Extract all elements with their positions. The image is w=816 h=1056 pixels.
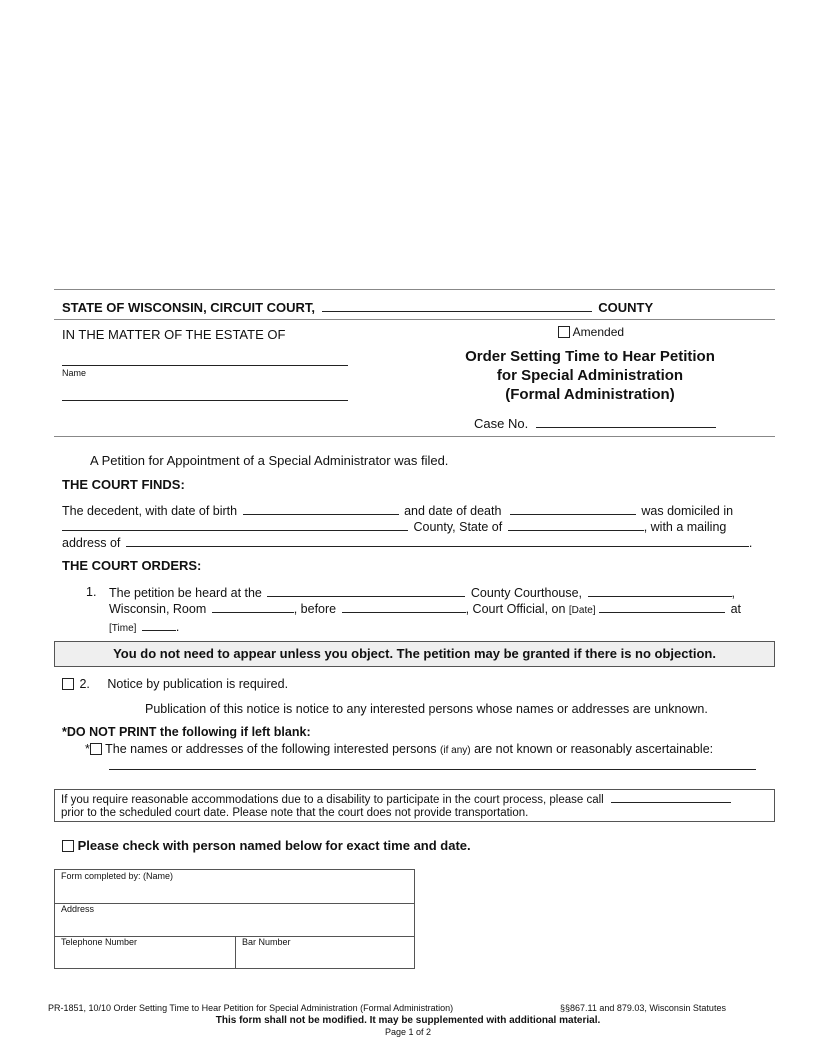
estate-name-field-2[interactable] bbox=[62, 389, 348, 401]
court-line-prefix: STATE OF WISCONSIN, CIRCUIT COURT, bbox=[62, 300, 316, 315]
form-title bbox=[430, 347, 750, 404]
dob-field[interactable] bbox=[243, 503, 399, 515]
hearing-time-field[interactable] bbox=[142, 619, 176, 631]
title-line-2: for Special Administration bbox=[496, 367, 684, 384]
petition-filed: A Petition for Appointment of a Special Administrator was filed. bbox=[90, 453, 449, 468]
court-line bbox=[62, 300, 653, 315]
domicile-county-field[interactable] bbox=[62, 519, 408, 531]
room-field[interactable] bbox=[212, 601, 294, 613]
accommodation-phone-field[interactable] bbox=[611, 792, 731, 803]
bar-number-label: Bar Number bbox=[242, 937, 291, 947]
footer-page: Page 1 of 2 bbox=[384, 1027, 432, 1037]
decedent-text-c: was domiciled in bbox=[641, 504, 734, 518]
order-1-text-a: The petition be heard at the bbox=[109, 586, 262, 600]
unknown-persons-checkbox[interactable] bbox=[90, 743, 102, 755]
order-1-text-b: County Courthouse, bbox=[470, 586, 583, 600]
courthouse-address-field[interactable] bbox=[588, 585, 732, 597]
unknown-persons-text-a: The names or addresses of the following interested persons bbox=[105, 742, 437, 756]
mailing-address-field[interactable] bbox=[126, 535, 749, 547]
hearing-county-field[interactable] bbox=[267, 585, 465, 597]
decedent-text-e: , with a mailing bbox=[643, 520, 727, 534]
header-bottom-rule bbox=[54, 436, 775, 437]
court-official-field[interactable] bbox=[342, 601, 466, 613]
decedent-text-a: The decedent, with date of birth bbox=[62, 504, 238, 518]
unknown-persons-field[interactable] bbox=[109, 758, 756, 770]
unknown-persons-row bbox=[85, 742, 713, 756]
order-1-text-d: , before bbox=[293, 602, 337, 616]
amended-option[interactable] bbox=[558, 325, 624, 339]
footer-notice: This form shall not be modified. It may be supplemented with additional material. bbox=[215, 1015, 601, 1026]
order-2-row bbox=[62, 677, 288, 691]
decedent-text-b: and date of death bbox=[404, 504, 502, 518]
matter-label: IN THE MATTER OF THE ESTATE OF bbox=[62, 327, 286, 342]
form-completed-by-label: Form completed by: (Name) bbox=[61, 871, 174, 881]
no-objection-banner: You do not need to appear unless you object. The petition may be granted if there is no objection. bbox=[54, 641, 775, 667]
do-not-print-heading: *DO NOT PRINT the following if left blank: bbox=[62, 725, 311, 739]
address-label: Address bbox=[61, 904, 95, 914]
footer-statutes: §§867.11 and 879.03, Wisconsin Statutes bbox=[560, 1003, 726, 1013]
time-label: [Time] bbox=[109, 623, 137, 634]
decedent-text-d: County, State of bbox=[413, 520, 503, 534]
at-label: at bbox=[730, 602, 741, 616]
accommodation-line-1 bbox=[61, 792, 731, 806]
county-label: COUNTY bbox=[598, 300, 654, 315]
footer-form-id: PR-1851, 10/10 Order Setting Time to Hear Petition for Special Administration (Formal Administration) bbox=[48, 1003, 454, 1013]
estate-name-field[interactable] bbox=[62, 354, 348, 366]
unknown-persons-text-b: are not known or reasonably ascertainable: bbox=[474, 742, 714, 756]
completed-by-table bbox=[54, 869, 415, 969]
order-2-text: Notice by publication is required. bbox=[107, 677, 289, 691]
header-top-rule bbox=[54, 289, 775, 290]
county-name-field[interactable] bbox=[322, 300, 592, 312]
domicile-state-field[interactable] bbox=[508, 519, 644, 531]
name-label: Name bbox=[62, 368, 87, 378]
accommodation-line-2: prior to the scheduled court date. Please note that the court does not provide transportation. bbox=[61, 807, 529, 819]
order-1-line-1: The petition be heard at the County Courthouse, , bbox=[109, 586, 736, 600]
order-1-number: 1. bbox=[86, 585, 97, 599]
header-mid-rule bbox=[54, 319, 775, 320]
decedent-line-3: address of . bbox=[62, 536, 753, 550]
table-col-divider bbox=[235, 936, 236, 968]
order-1-line-2 bbox=[109, 601, 741, 616]
accommodation-box bbox=[54, 789, 775, 822]
order-2-number: 2. bbox=[79, 677, 90, 691]
check-person-text: Please check with person named below for exact time and date. bbox=[77, 838, 471, 853]
decedent-line-1 bbox=[62, 503, 733, 518]
table-row-divider-1 bbox=[55, 903, 414, 904]
order-1-text-c: Wisconsin, Room bbox=[109, 602, 207, 616]
publication-checkbox[interactable] bbox=[62, 678, 74, 690]
amended-label: Amended bbox=[572, 325, 625, 339]
decedent-line-2 bbox=[62, 519, 726, 534]
telephone-label: Telephone Number bbox=[61, 937, 138, 947]
court-finds-heading: THE COURT FINDS: bbox=[62, 477, 185, 492]
publication-text: Publication of this notice is notice to any interested persons whose names or addresses are unknown. bbox=[145, 702, 708, 716]
check-person-row bbox=[62, 838, 471, 853]
asterisk: * bbox=[85, 742, 90, 756]
order-1-text-e: , Court Official, on bbox=[465, 602, 566, 616]
case-no-label: Case No. bbox=[474, 416, 529, 431]
dod-field[interactable] bbox=[510, 503, 636, 515]
title-line-3: (Formal Administration) bbox=[505, 386, 675, 403]
order-1-line-3: [Time] . bbox=[109, 620, 180, 634]
court-orders-heading: THE COURT ORDERS: bbox=[62, 558, 202, 573]
case-number-row bbox=[474, 416, 716, 431]
title-line-1: Order Setting Time to Hear Petition bbox=[465, 348, 715, 365]
amended-checkbox[interactable] bbox=[558, 326, 570, 338]
hearing-date-field[interactable] bbox=[599, 601, 725, 613]
date-label: [Date] bbox=[568, 605, 596, 616]
accommodation-text-1: If you require reasonable accommodations due to a disability to participate in the court process, please call bbox=[61, 794, 604, 806]
check-person-checkbox[interactable] bbox=[62, 840, 74, 852]
if-any-label: (if any) bbox=[440, 745, 471, 756]
decedent-text-f: address of bbox=[62, 536, 121, 550]
case-number-field[interactable] bbox=[536, 416, 716, 428]
